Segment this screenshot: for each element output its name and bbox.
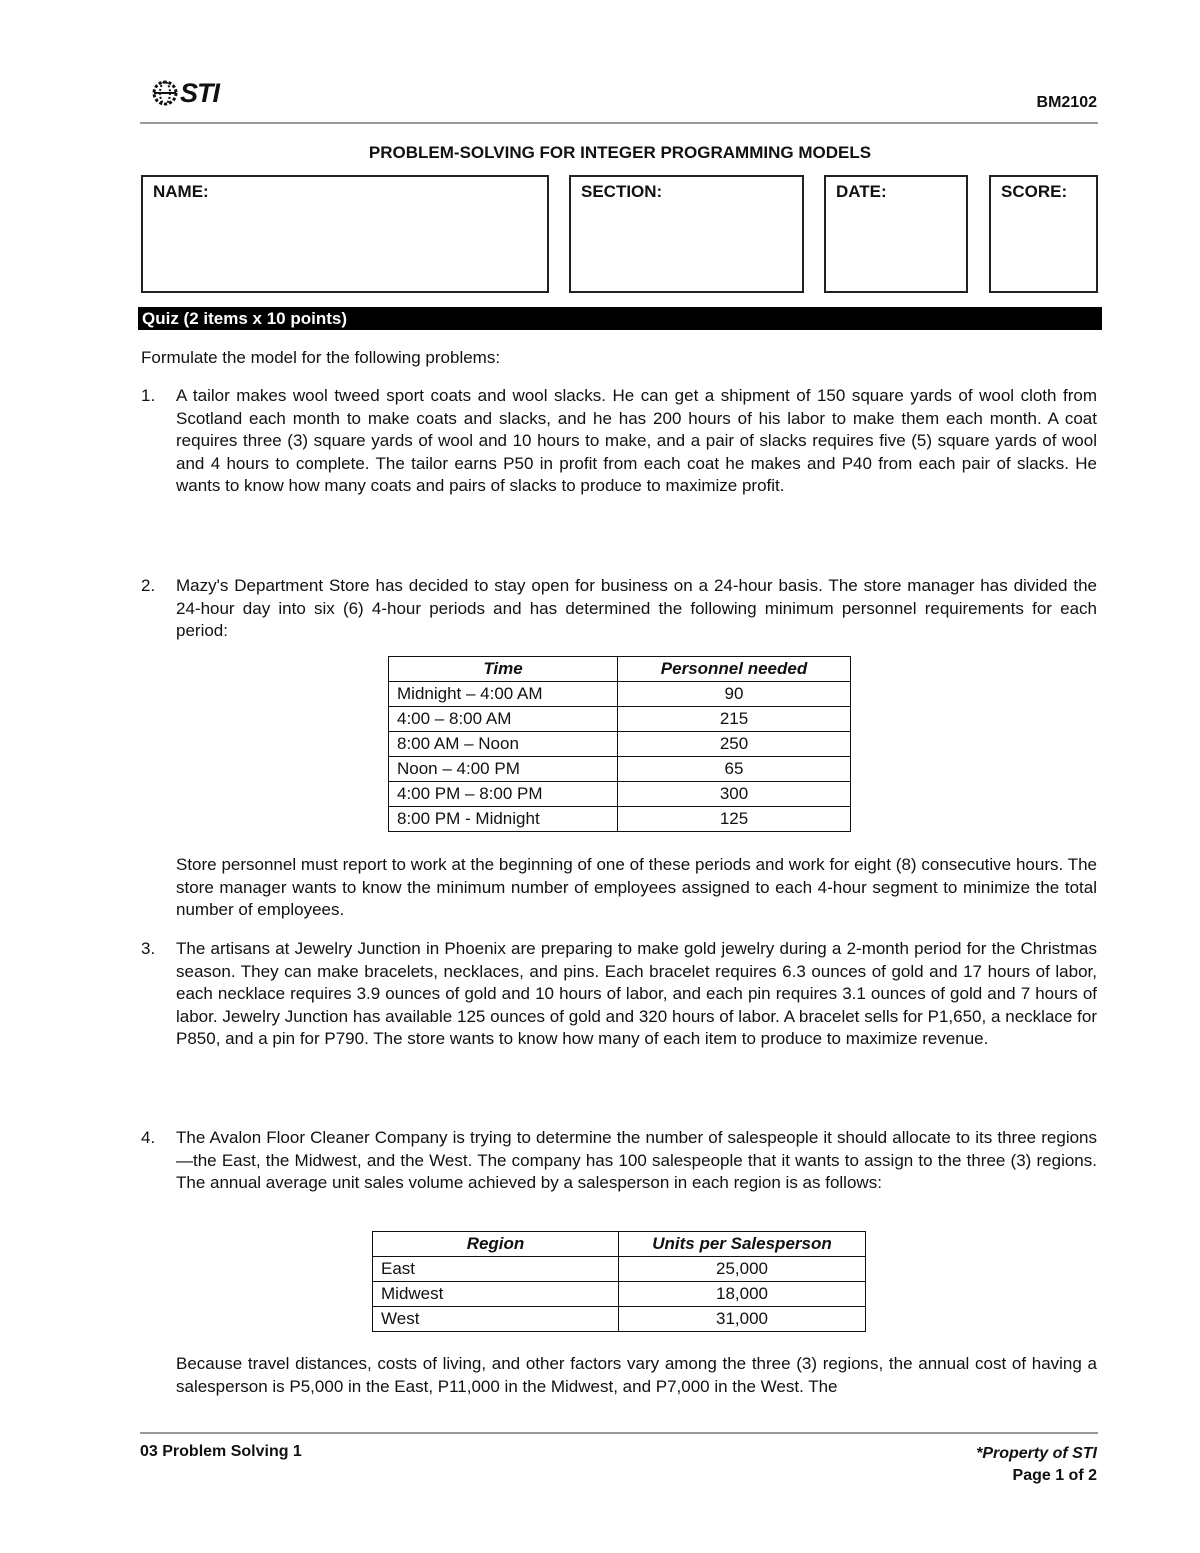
sti-logo [152, 78, 219, 108]
header-rule [140, 122, 1098, 124]
page-number: Page 1 of 2 [1012, 1467, 1097, 1484]
personnel-cell: 215 [618, 707, 851, 732]
section-field[interactable] [569, 175, 804, 293]
personnel-cell: 90 [618, 682, 851, 707]
footer-module: 03 Problem Solving 1 [140, 1443, 302, 1460]
problem-3-number: 3. [141, 939, 156, 958]
units-cell: 18,000 [619, 1282, 866, 1307]
page-title: PROBLEM-SOLVING FOR INTEGER PROGRAMMING MODELS [368, 143, 872, 162]
footer-right [976, 1443, 1097, 1487]
personnel-table [388, 656, 851, 832]
table-row [389, 707, 851, 732]
problem-4-text: The Avalon Floor Cleaner Company is trying to determine the number of salespeople it should allocate to its three regions—the East, the Midwest, and the West. The company has 100 salespeople that it wants to assign to the three (3) regions. The annual average unit sales volume achieved by a salesperson in each region is as follows: [176, 1128, 1097, 1192]
time-cell: Midnight – 4:00 AM [389, 682, 618, 707]
date-label: DATE: [836, 182, 887, 201]
time-cell: 4:00 – 8:00 AM [389, 707, 618, 732]
problem-4-number: 4. [141, 1128, 156, 1147]
footer-rule [140, 1432, 1098, 1434]
problem-2-after-text: Store personnel must report to work at the beginning of one of these periods and work for eight (8) consecutive hours. The store manager wants to know the minimum number of employees assigned to each 4-hour segment to minimize the total number of employees. [176, 855, 1097, 919]
problem-4-after-text: Because travel distances, costs of living, and other factors vary among the three (3) regions, the annual cost of having a salesperson is P5,000 in the East, P11,000 in the Midwest, and P7,000 in the West. The [176, 1354, 1097, 1396]
property-note: *Property of STI [976, 1445, 1097, 1462]
region-cell: West [373, 1307, 619, 1332]
personnel-cell: 125 [618, 807, 851, 832]
score-label: SCORE: [1001, 182, 1068, 201]
intro-text: Formulate the model for the following problems: [141, 348, 501, 367]
table-row [373, 1257, 866, 1282]
date-field[interactable] [824, 175, 968, 293]
globe-icon [152, 80, 178, 106]
units-cell: 31,000 [619, 1307, 866, 1332]
table-row [389, 682, 851, 707]
table-row [373, 1307, 866, 1332]
table-header: Personnel needed [618, 657, 851, 682]
time-cell: Noon – 4:00 PM [389, 757, 618, 782]
quiz-bar: Quiz (2 items x 10 points) [138, 307, 1102, 330]
problem-2-text: Mazy's Department Store has decided to stay open for business on a 24-hour basis. The store manager has divided the 24-hour day into six (6) 4-hour periods and has determined the following minimum personnel requirements for each period: [176, 576, 1097, 640]
personnel-cell: 250 [618, 732, 851, 757]
course-code: BM2102 [1036, 94, 1097, 111]
table-header: Region [373, 1232, 619, 1257]
table-row [389, 732, 851, 757]
region-cell: East [373, 1257, 619, 1282]
logo-text: STI [180, 77, 220, 108]
table-header: Units per Salesperson [619, 1232, 866, 1257]
time-cell: 8:00 AM – Noon [389, 732, 618, 757]
time-cell: 4:00 PM – 8:00 PM [389, 782, 618, 807]
table-row [373, 1282, 866, 1307]
table-row [389, 807, 851, 832]
units-cell: 25,000 [619, 1257, 866, 1282]
problem-2-number: 2. [141, 576, 156, 595]
region-cell: Midwest [373, 1282, 619, 1307]
personnel-cell: 300 [618, 782, 851, 807]
name-label: NAME: [153, 182, 209, 201]
section-label: SECTION: [581, 182, 663, 201]
problem-1-text: A tailor makes wool tweed sport coats and wool slacks. He can get a shipment of 150 square yards of wool cloth from Scotland each month to make coats and slacks, and he has 200 hours of his labor to make them each month. A coat requires three (3) square yards of wool and 10 hours to make, and a pair of slacks requires five (5) square yards of wool and 4 hours to complete. The tailor earns P50 in profit from each coat he makes and P40 from each pair of slacks. He wants to know how many coats and pairs of slacks to produce to maximize profit. [176, 386, 1097, 495]
time-cell: 8:00 PM - Midnight [389, 807, 618, 832]
table-row [389, 757, 851, 782]
score-field[interactable] [989, 175, 1098, 293]
name-field[interactable] [141, 175, 549, 293]
region-table [372, 1231, 866, 1332]
table-row [389, 782, 851, 807]
table-header: Time [389, 657, 618, 682]
personnel-cell: 65 [618, 757, 851, 782]
problem-1-number: 1. [141, 386, 156, 405]
problem-3-text: The artisans at Jewelry Junction in Phoenix are preparing to make gold jewelry during a 2-month period for the Christmas season. They can make bracelets, necklaces, and pins. Each bracelet requires 6.3 ounces of gold and 17 hours of labor, each necklace requires 3.9 ounces of gold and 10 hours of labor, and each pin requires 3.1 ounces of gold and 7 hours of labor. Jewelry Junction has available 125 ounces of gold and 320 hours of labor. A bracelet sells for P1,650, a necklace for P850, and a pin for P790. The store wants to know how many of each item to produce to maximize revenue. [176, 939, 1097, 1048]
